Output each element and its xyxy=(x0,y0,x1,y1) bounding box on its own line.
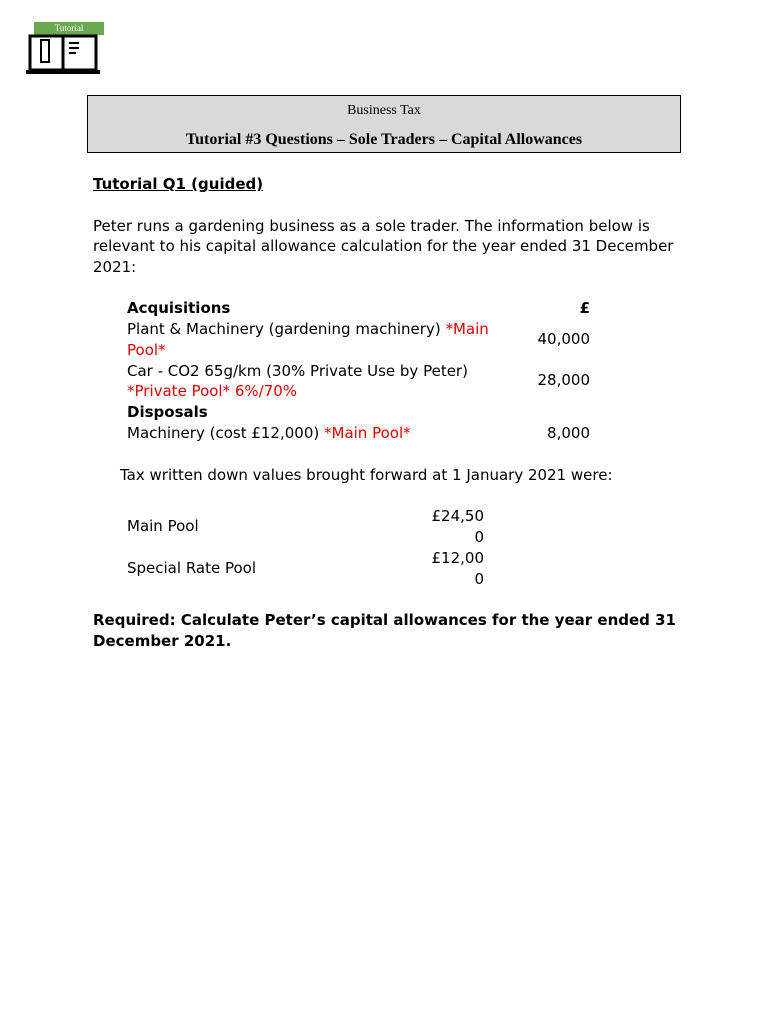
value-disposal: 8,000 xyxy=(547,424,590,442)
main-pool-label: Main Pool xyxy=(127,517,199,535)
row-car-pool: *Private Pool* 6%/70% xyxy=(127,382,298,400)
main-pool-value-line-2: 0 xyxy=(474,528,484,546)
tutorial-logo xyxy=(26,22,106,78)
special-rate-pool-label: Special Rate Pool xyxy=(127,559,257,577)
special-rate-pool-value-line-2: 0 xyxy=(474,570,484,588)
row-plant-machinery-pool: Pool* xyxy=(127,341,166,359)
required-line-2: December 2021. xyxy=(93,632,232,650)
question-heading: Tutorial Q1 (guided) xyxy=(93,175,264,193)
disposals-label: Disposals xyxy=(127,403,208,421)
currency-header: £ xyxy=(579,299,590,317)
special-rate-pool-value-line-1: £12,00 xyxy=(431,549,484,567)
value-car: 28,000 xyxy=(537,371,590,389)
row-disposal-machinery: Machinery (cost £12,000) *Main Pool* xyxy=(127,424,411,442)
value-plant-machinery: 40,000 xyxy=(537,330,590,348)
open-book-icon xyxy=(26,34,100,76)
required-line-1: Required: Calculate Peter’s capital allowances for the year ended 31 xyxy=(93,611,676,629)
main-pool-value-line-1: £24,50 xyxy=(431,507,484,525)
intro-line-3: 2021: xyxy=(93,258,137,276)
acquisitions-label: Acquisitions xyxy=(127,299,231,317)
tutorial-title: Tutorial #3 Questions – Sole Traders – Capital Allowances xyxy=(185,131,583,148)
twdv-intro: Tax written down values brought forward at 1 January 2021 were: xyxy=(120,466,613,484)
row-car: Car - CO2 65g/km (30% Private Use by Peter) xyxy=(127,362,468,380)
intro-line-1: Peter runs a gardening business as a sole trader. The information below is xyxy=(93,217,650,235)
row-plant-machinery: Plant & Machinery (gardening machinery) *Main xyxy=(127,320,489,338)
intro-line-2: relevant to his capital allowance calculation for the year ended 31 December xyxy=(93,237,674,255)
tutorial-badge: Tutorial xyxy=(34,22,104,35)
subject-title: Business Tax xyxy=(347,103,421,118)
document-header xyxy=(87,95,681,153)
